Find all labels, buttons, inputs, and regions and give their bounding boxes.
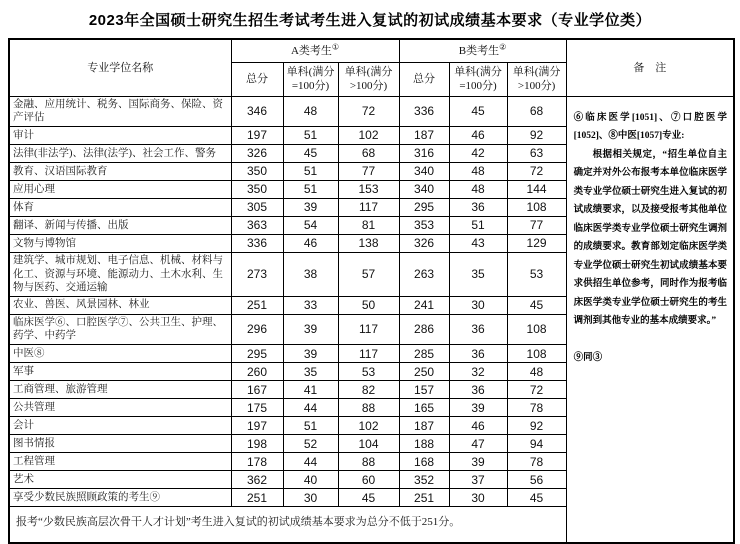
- score-cell-b-0: 295: [399, 198, 449, 216]
- score-cell-b-0: 168: [399, 453, 449, 471]
- degree-category-name: 会计: [9, 417, 231, 435]
- score-cell-b-0: 316: [399, 144, 449, 162]
- score-cell-a-0: 326: [231, 144, 283, 162]
- score-cell-b-2: 92: [507, 126, 566, 144]
- degree-category-name: 农业、兽医、风景园林、林业: [9, 296, 231, 314]
- score-cell-a-0: 296: [231, 314, 283, 344]
- score-cell-a-1: 51: [283, 162, 338, 180]
- score-cell-a-2: 45: [338, 489, 399, 507]
- score-cell-b-0: 263: [399, 252, 449, 296]
- degree-category-name: 金融、应用统计、税务、国际商务、保险、资产评估: [9, 96, 231, 126]
- score-cell-b-0: 251: [399, 489, 449, 507]
- degree-category-name: 翻译、新闻与传播、出版: [9, 216, 231, 234]
- degree-category-name: 工商管理、旅游管理: [9, 381, 231, 399]
- degree-category-name: 工程管理: [9, 453, 231, 471]
- score-cell-b-0: 250: [399, 363, 449, 381]
- degree-category-name: 应用心理: [9, 180, 231, 198]
- score-cell-a-1: 51: [283, 180, 338, 198]
- remarks-cell: [566, 96, 734, 543]
- page-title: 2023年全国硕士研究生招生考试考生进入复试的初试成绩基本要求（专业学位类）: [88, 12, 652, 29]
- score-cell-b-1: 36: [449, 198, 507, 216]
- score-cell-a-0: 251: [231, 296, 283, 314]
- score-cell-a-0: 363: [231, 216, 283, 234]
- score-cell-b-0: 285: [399, 345, 449, 363]
- degree-category-name: 军事: [9, 363, 231, 381]
- score-cell-a-0: 336: [231, 234, 283, 252]
- score-cell-b-1: 39: [449, 453, 507, 471]
- score-cell-a-2: 138: [338, 234, 399, 252]
- score-cell-a-1: 46: [283, 234, 338, 252]
- column-group-a-candidates: [231, 39, 399, 63]
- score-cell-a-1: 54: [283, 216, 338, 234]
- score-cell-a-2: 117: [338, 345, 399, 363]
- degree-category-name: 临床医学⑥、口腔医学⑦、公共卫生、护理、药学、中药学: [9, 314, 231, 344]
- degree-category-name: 艺术: [9, 471, 231, 489]
- degree-category-name: 享受少数民族照顾政策的考生⑨: [9, 489, 231, 507]
- degree-category-name: 文物与博物馆: [9, 234, 231, 252]
- score-cell-b-1: 45: [449, 96, 507, 126]
- score-cell-a-0: 251: [231, 489, 283, 507]
- score-cell-b-1: 39: [449, 399, 507, 417]
- remark-line-same-as: ⑨同③: [573, 352, 603, 363]
- score-cell-a-0: 197: [231, 417, 283, 435]
- score-cell-b-1: 36: [449, 381, 507, 399]
- score-cell-a-2: 102: [338, 126, 399, 144]
- score-cell-a-1: 48: [283, 96, 338, 126]
- score-cell-b-0: 157: [399, 381, 449, 399]
- table-header: [9, 39, 734, 96]
- score-cell-a-1: 39: [283, 198, 338, 216]
- minority-plan-footnote: 报考“少数民族高层次骨干人才计划”考生进入复试的初试成绩基本要求为总分不低于251分。: [9, 507, 566, 544]
- score-cell-b-0: 340: [399, 180, 449, 198]
- score-cell-b-0: 336: [399, 96, 449, 126]
- score-cell-b-2: 53: [507, 252, 566, 296]
- subheader-a-total: 总分: [231, 63, 283, 97]
- degree-category-name: 建筑学、城市规划、电子信息、机械、材料与化工、资源与环境、能源动力、土木水利、生物与医药、交通运输: [9, 252, 231, 296]
- score-cell-b-1: 48: [449, 180, 507, 198]
- score-cell-b-0: 340: [399, 162, 449, 180]
- score-cell-b-2: 108: [507, 345, 566, 363]
- group-a-footnote: ①: [331, 42, 340, 52]
- score-cell-a-1: 38: [283, 252, 338, 296]
- column-group-b-candidates: [399, 39, 566, 63]
- score-cell-b-2: 45: [507, 296, 566, 314]
- score-cell-a-2: 117: [338, 314, 399, 344]
- score-cell-a-1: 41: [283, 381, 338, 399]
- degree-category-name: 教育、汉语国际教育: [9, 162, 231, 180]
- score-cell-a-0: 362: [231, 471, 283, 489]
- subheader-b-single-100: 单科(满分=100分): [449, 63, 507, 97]
- score-cell-a-0: 178: [231, 453, 283, 471]
- score-cell-b-2: 63: [507, 144, 566, 162]
- score-cell-a-1: 45: [283, 144, 338, 162]
- score-cell-b-0: 353: [399, 216, 449, 234]
- score-cell-b-1: 36: [449, 345, 507, 363]
- score-cell-b-1: 30: [449, 489, 507, 507]
- score-cell-b-2: 108: [507, 314, 566, 344]
- score-cell-b-2: 77: [507, 216, 566, 234]
- column-header-degree-name: 专业学位名称: [9, 39, 231, 96]
- group-b-footnote: ②: [499, 42, 507, 52]
- score-cell-b-2: 92: [507, 417, 566, 435]
- subheader-b-total: 总分: [399, 63, 449, 97]
- score-cell-b-0: 241: [399, 296, 449, 314]
- group-a-label: A类考生: [290, 44, 332, 57]
- score-cell-b-0: 187: [399, 126, 449, 144]
- score-cell-a-2: 77: [338, 162, 399, 180]
- score-cell-b-0: 187: [399, 417, 449, 435]
- score-cell-a-2: 102: [338, 417, 399, 435]
- score-cell-a-2: 72: [338, 96, 399, 126]
- score-cell-a-2: 104: [338, 435, 399, 453]
- score-cell-a-2: 81: [338, 216, 399, 234]
- score-cell-b-1: 46: [449, 417, 507, 435]
- score-cell-b-1: 37: [449, 471, 507, 489]
- table-body: [9, 96, 734, 543]
- score-cell-b-2: 129: [507, 234, 566, 252]
- subheader-a-single-100: 单科(满分=100分): [283, 63, 338, 97]
- score-cell-a-1: 40: [283, 471, 338, 489]
- score-cell-a-1: 51: [283, 126, 338, 144]
- score-cell-a-1: 30: [283, 489, 338, 507]
- score-cell-a-0: 175: [231, 399, 283, 417]
- score-cell-b-2: 72: [507, 381, 566, 399]
- degree-category-name: 体育: [9, 198, 231, 216]
- score-cell-b-1: 43: [449, 234, 507, 252]
- score-cell-b-1: 51: [449, 216, 507, 234]
- score-cell-a-1: 35: [283, 363, 338, 381]
- score-cell-a-2: 68: [338, 144, 399, 162]
- score-cell-a-0: 305: [231, 198, 283, 216]
- score-cell-a-2: 88: [338, 399, 399, 417]
- score-cell-b-2: 72: [507, 162, 566, 180]
- score-cell-b-0: 188: [399, 435, 449, 453]
- degree-category-name: 法律(非法学)、法律(法学)、社会工作、警务: [9, 144, 231, 162]
- score-cell-b-2: 144: [507, 180, 566, 198]
- score-cell-b-2: 78: [507, 453, 566, 471]
- degree-category-name: 审计: [9, 126, 231, 144]
- score-cell-b-1: 36: [449, 314, 507, 344]
- score-cell-b-2: 68: [507, 96, 566, 126]
- score-cell-a-1: 44: [283, 453, 338, 471]
- score-cell-a-1: 44: [283, 399, 338, 417]
- score-cell-a-2: 53: [338, 363, 399, 381]
- score-cell-a-2: 50: [338, 296, 399, 314]
- score-cell-b-1: 47: [449, 435, 507, 453]
- score-cell-a-0: 350: [231, 180, 283, 198]
- subheader-a-single-over100: 单科(满分>100分): [338, 63, 399, 97]
- score-cell-a-1: 33: [283, 296, 338, 314]
- score-cell-b-1: 35: [449, 252, 507, 296]
- score-requirements-table: [8, 38, 735, 544]
- score-cell-a-2: 60: [338, 471, 399, 489]
- score-cell-b-1: 46: [449, 126, 507, 144]
- score-cell-b-1: 30: [449, 296, 507, 314]
- score-cell-b-2: 56: [507, 471, 566, 489]
- score-cell-b-2: 108: [507, 198, 566, 216]
- score-cell-a-1: 39: [283, 345, 338, 363]
- degree-category-name: 图书情报: [9, 435, 231, 453]
- score-cell-a-0: 346: [231, 96, 283, 126]
- score-cell-b-2: 78: [507, 399, 566, 417]
- score-cell-b-1: 32: [449, 363, 507, 381]
- score-cell-b-0: 286: [399, 314, 449, 344]
- score-cell-a-2: 82: [338, 381, 399, 399]
- score-cell-b-2: 94: [507, 435, 566, 453]
- score-cell-a-2: 57: [338, 252, 399, 296]
- score-cell-a-0: 198: [231, 435, 283, 453]
- score-cell-a-0: 197: [231, 126, 283, 144]
- score-cell-a-0: 260: [231, 363, 283, 381]
- remark-line-medical-majors: ⑥临床医学[1051]、⑦口腔医学[1052]、⑧中医[1057]专业:: [573, 112, 728, 142]
- score-cell-b-2: 45: [507, 489, 566, 507]
- score-cell-b-2: 48: [507, 363, 566, 381]
- degree-category-name: 中医⑧: [9, 345, 231, 363]
- table-row: [9, 96, 734, 126]
- score-cell-b-0: 352: [399, 471, 449, 489]
- score-cell-b-1: 42: [449, 144, 507, 162]
- subheader-b-single-over100: 单科(满分>100分): [507, 63, 566, 97]
- degree-category-name: 公共管理: [9, 399, 231, 417]
- score-cell-a-0: 295: [231, 345, 283, 363]
- score-cell-a-0: 350: [231, 162, 283, 180]
- score-cell-a-0: 167: [231, 381, 283, 399]
- score-cell-a-2: 153: [338, 180, 399, 198]
- score-cell-b-0: 326: [399, 234, 449, 252]
- score-cell-a-1: 51: [283, 417, 338, 435]
- score-cell-a-0: 273: [231, 252, 283, 296]
- column-header-remarks: 备 注: [566, 39, 734, 96]
- group-b-label: B类考生: [458, 44, 500, 57]
- score-cell-a-1: 39: [283, 314, 338, 344]
- score-cell-a-2: 88: [338, 453, 399, 471]
- score-cell-a-2: 117: [338, 198, 399, 216]
- remark-body-text: 根据相关规定，“招生单位自主确定并对外公布报考本单位临床医学类专业学位硕士研究生进入复试的初试成绩要求，以及接受报考其他单位临床医学类专业学位硕士研究生调剂的成绩要求。教育部划定临床医学类专业学位硕士研究生初试成绩基本要求供招生单位参考，同时作为报考临床医学类专业学位硕士研究生的考生调剂到其他专业的基本成绩要求。”: [573, 149, 728, 327]
- score-cell-b-1: 48: [449, 162, 507, 180]
- score-cell-a-1: 52: [283, 435, 338, 453]
- score-cell-b-0: 165: [399, 399, 449, 417]
